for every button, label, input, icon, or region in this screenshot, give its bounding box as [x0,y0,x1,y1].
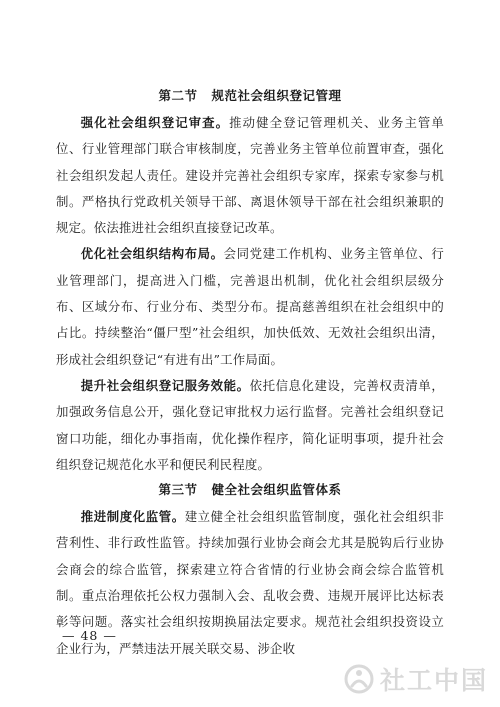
section-title: 健全社会组织监管体系 [211,482,342,498]
section-heading [56,478,444,502]
paragraph-text: 依托信息化建设，完善权责清单，加强政务信息公开，强化登记审批权力运行监督。完善社会组织登记窗口功能，细化办事指南，优化操作程序，简化证明事项，提升社会组织登记规范化水平和便民利民程度。 [56,377,444,472]
watermark-text: 社工中国 [379,666,488,695]
section-number: 第二节 [158,88,198,103]
section-title: 规范社会组织登记管理 [211,88,342,103]
page-number: — 48 — [62,628,117,643]
paragraph-text: 推动健全登记管理机关、业务主管单位、行业管理部门联合审核制度，完善业务主管单位前置审查，强化社会组织发起人责任。建设并完善社会组织专家库，探索专家参与机制。严格执行党政机关领导干部、离退休领导干部在社会组织兼职的规定。依法推进社会组织直接登记改革。 [56,115,445,236]
paragraph [56,241,444,372]
watermark [344,661,488,697]
paragraph-lead: 推进制度化监管。 [80,509,185,525]
section-heading [56,84,444,108]
paragraph-text: 建立健全社会组织监管制度，强化社会组织非营利性、非行政性监管。持续加强行业协会商会尤其是脱钩后行业协会商会的综合监管，探索建立符合省情的行业协会商会综合监管机制。重点治理依托公权力强制入会、乱收会费、违规开展评比达标表彰等问题。落实社会组织按期换届法定要求。规范社会组织投资设立企业行为，严禁违法开展关联交易、涉企收 [56,509,444,656]
paragraph [56,373,444,478]
paragraph-lead: 优化社会组织结构布局。 [80,246,224,262]
paragraph-text: 会同党建工作机构、业务主管单位、行业管理部门，提高进入门槛，完善退出机制，优化社会组织层级分布、区域分布、行业分布、类型分布。提高慈善组织在社会组织中的占比。持续整治“僵尸型”社会组织，加快低效、无效社会组织出清，形成社会组织登记“有进有出”工作局面。 [56,246,444,367]
paragraph-lead: 提升社会组织登记服务效能。 [80,377,250,393]
section-number: 第三节 [158,482,198,498]
document-body [56,84,444,662]
paragraph [56,110,444,241]
social-work-logo-icon [344,664,374,694]
paragraph-lead: 强化社会组织登记审查。 [80,115,230,130]
